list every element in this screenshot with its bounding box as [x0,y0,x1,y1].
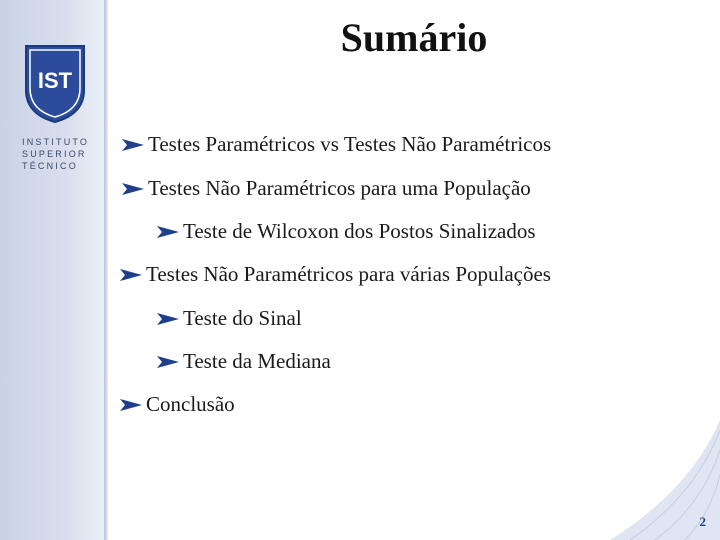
bullet-text: Teste da Mediana [183,349,331,373]
logo-text [22,136,92,172]
ist-logo-icon [24,44,86,124]
bullet-text: Teste do Sinal [183,306,302,330]
arrow-bullet-icon [157,312,179,326]
arrow-bullet-icon [120,268,142,282]
arrow-bullet-icon [157,225,179,239]
arrow-bullet-icon [122,182,144,196]
logo-mark-text: IST [37,68,73,93]
bullet-item-2 [122,176,531,201]
bullet-item-3 [120,262,551,287]
bullet-text: Teste de Wilcoxon dos Postos Sinalizados [183,219,536,243]
sub-bullet-item-2 [157,306,302,331]
bullet-text: Testes Não Paramétricos para várias Populações [146,262,551,286]
logo-line-2: SUPERIOR [22,149,87,159]
logo-line-3: TÉCNICO [22,161,78,171]
corner-decoration [570,420,720,540]
page-number: 2 [699,514,706,529]
bullet-item-4 [120,392,235,417]
sub-bullet-item-1 [157,219,536,244]
bullet-text: Conclusão [146,392,235,416]
bullet-text: Testes Não Paramétricos para uma População [148,176,531,200]
arrow-bullet-icon [122,138,144,152]
arrow-bullet-icon [120,398,142,412]
sub-bullet-item-3 [157,349,331,374]
bullet-item-1 [122,132,551,157]
sidebar-edge [104,0,108,540]
slide-title: Sumário [340,15,488,60]
bullet-text: Testes Paramétricos vs Testes Não Paramétricos [148,132,552,156]
logo-line-1: INSTITUTO [22,137,90,147]
arrow-bullet-icon [157,355,179,369]
